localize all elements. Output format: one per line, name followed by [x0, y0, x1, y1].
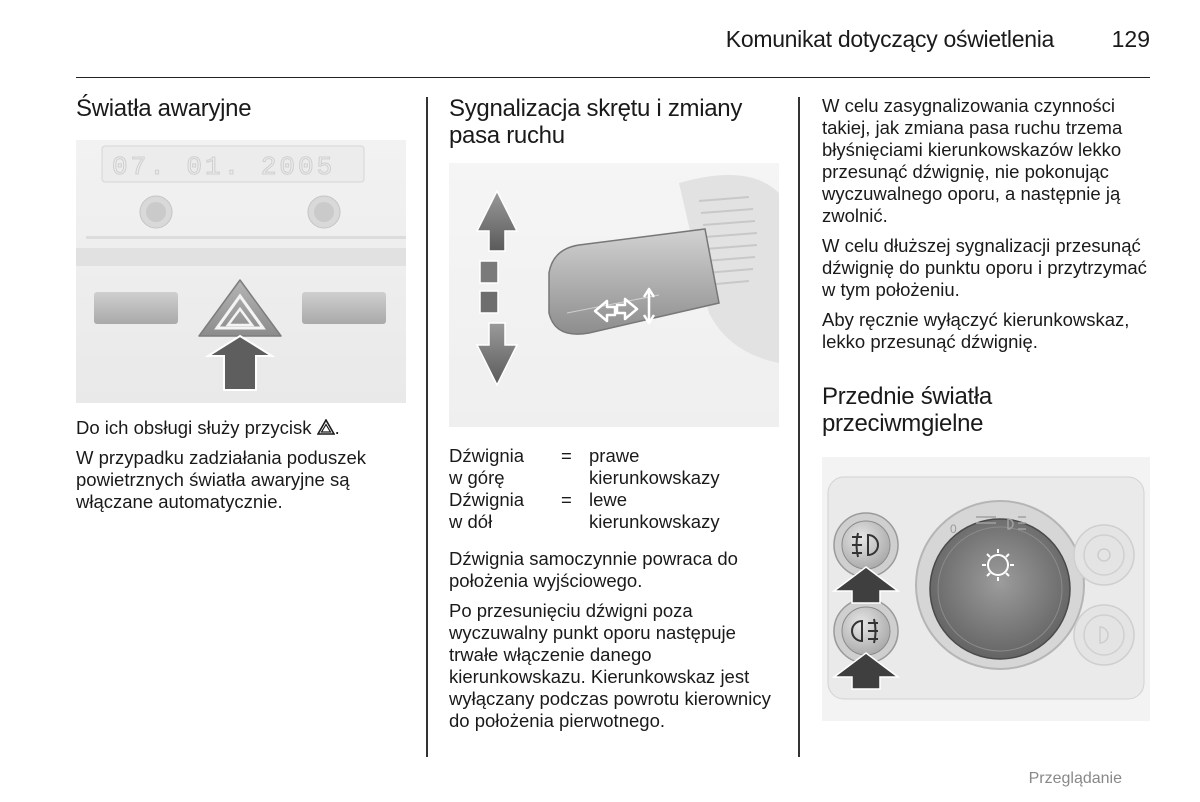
column-lane-change-and-fog [822, 95, 1152, 721]
hazard-para-2: W przypadku zadziałania poduszek powietrznych światła awaryjne są włączane automatycznie. [76, 447, 366, 512]
clock-display: 07. 01. 2005 [112, 152, 336, 182]
hazard-para-1 [76, 417, 406, 439]
turn-signal-para-1: Dźwignia samoczynnie powraca do położenia wyjściowego. [449, 548, 738, 591]
definition-key: Dźwignia [449, 445, 525, 466]
lane-change-para-1: W celu zasygnalizowania czynności takiej, jak zmiana pasa ruchu trzema błyśnięciami kierunkowskazów lekko przesunąć dźwignię, nie pokonując wyczuwalnego oporu, a następnie ją zwolnić. [822, 95, 1123, 226]
dial-zero-label: 0 [950, 522, 957, 536]
hazard-para-1-text: Do ich obsługi służy przycisk [76, 417, 317, 438]
definition-equals: = [561, 445, 572, 466]
column-hazard-lights [76, 95, 406, 513]
definition-key: w dół [449, 511, 493, 532]
section-heading-hazard: Światła awaryjne [76, 95, 252, 122]
page-number: 129 [1111, 26, 1150, 52]
section-heading-fog-lights: Przednie światła przeciwmgielne [822, 383, 992, 437]
column-divider-1 [426, 97, 428, 757]
fog-light-switch-figure [822, 457, 1150, 721]
hazard-para-1-end: . [334, 417, 340, 438]
lane-change-para-3: Aby ręcznie wyłączyć kierunkowskaz, lekko przesunąć dźwignię. [822, 309, 1130, 352]
definition-key: w górę [449, 467, 505, 488]
column-divider-2 [798, 97, 800, 757]
definition-value: prawe [589, 445, 640, 466]
turn-signal-para-2: Po przesunięciu dźwigni poza wyczuwalny punkt oporu następuje trwałe włączenie danego kierunkowskazu. Kierunkowskaz jest wyłączany podczas powrotu kierownicy do położenia pierwotnego. [449, 600, 771, 731]
hazard-triangle-icon [317, 417, 335, 438]
definition-value: kierunkowskazy [589, 467, 720, 488]
definition-row [449, 445, 784, 489]
hazard-figure [76, 140, 406, 403]
header-title: Komunikat dotyczący oświetlenia [725, 26, 1054, 52]
lever-definitions [449, 445, 784, 533]
turn-signal-lever-figure [449, 163, 779, 427]
definition-key: Dźwignia [449, 489, 525, 510]
column-turn-signals [449, 95, 784, 732]
footer-link[interactable]: Przeglądanie [1028, 770, 1122, 787]
section-heading-turn-signals: Sygnalizacja skrętu i zmiany pasa ruchu [449, 95, 743, 149]
definition-value: lewe [589, 489, 628, 510]
lane-change-para-2: W celu dłuższej sygnalizacji przesunąć dźwignię do punktu oporu i przytrzymać w tym położeniu. [822, 235, 1147, 300]
definition-equals: = [561, 489, 572, 510]
definition-row [449, 489, 784, 533]
page-header [76, 0, 1150, 78]
definition-value: kierunkowskazy [589, 511, 720, 532]
